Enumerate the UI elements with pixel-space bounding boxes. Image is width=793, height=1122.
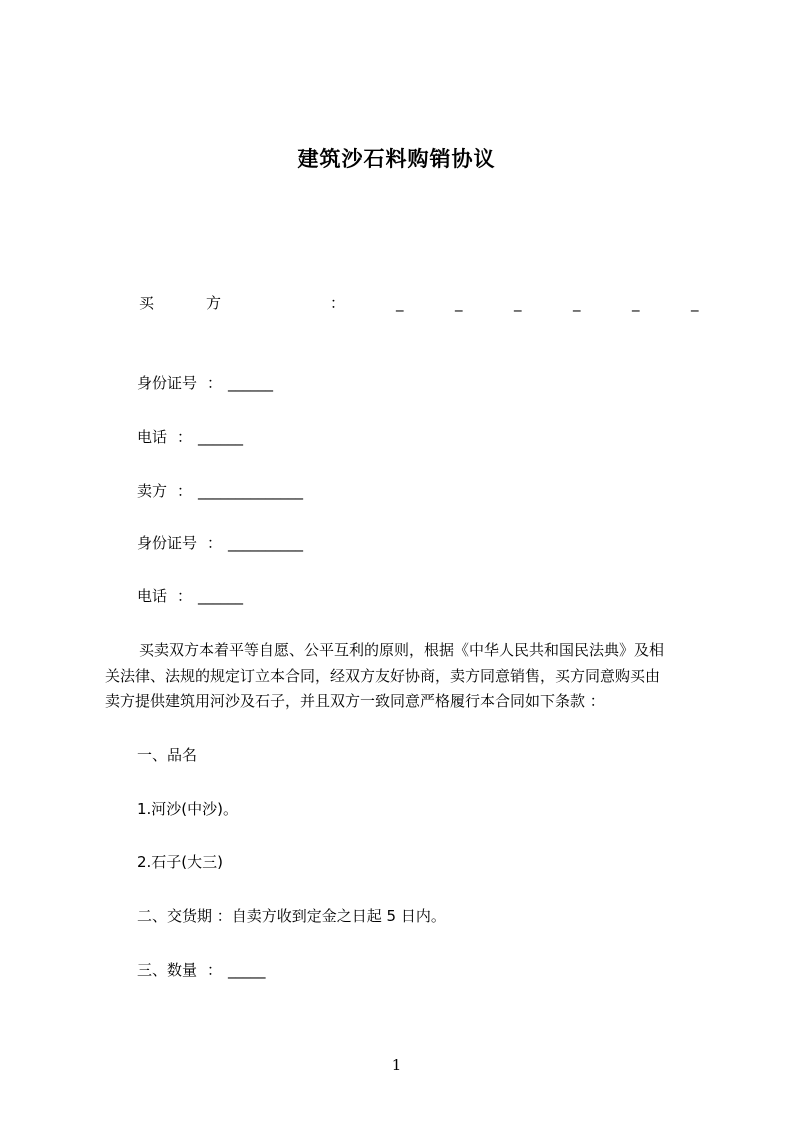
intro-line: 关法律、法规的规定订立本合同，经双方友好协商，卖方同意销售，买方同意购买由 xyxy=(105,666,661,685)
intro-line: 卖方提供建筑用河沙及石子，并且双方一致同意严格履行本合同如下条款 ： xyxy=(105,692,605,710)
buyer-placeholder-2: _ xyxy=(455,294,463,312)
seller-line xyxy=(137,480,303,501)
buyer-placeholder-4: _ xyxy=(573,294,581,312)
seller-phone-field[interactable]: ______ xyxy=(198,587,244,605)
seller-phone-colon: ： xyxy=(177,587,193,605)
seller-id-line xyxy=(137,532,303,553)
document-title: 建筑沙石料购销协议 xyxy=(297,147,496,171)
seller-phone-label: 电话 xyxy=(137,587,168,605)
seller-colon: ： xyxy=(177,482,193,500)
seller-field[interactable]: ______________ xyxy=(198,482,304,500)
seller-id-field[interactable]: __________ xyxy=(228,534,304,552)
buyer-colon: ： xyxy=(330,294,346,312)
buyer-placeholder-3: _ xyxy=(514,294,522,312)
section-3-label: 三、数量 xyxy=(137,961,198,979)
seller-id-label: 身份证号 xyxy=(137,534,198,552)
buyer-phone-line xyxy=(137,426,243,447)
buyer-phone-label: 电话 xyxy=(137,428,168,446)
seller-label: 卖方 xyxy=(137,482,168,500)
product-item-1: 1.河沙(中沙)。 xyxy=(137,800,239,818)
buyer-placeholder-6: _ xyxy=(691,294,699,312)
seller-id-colon: ： xyxy=(207,534,223,552)
page-number: 1 xyxy=(391,1056,402,1074)
buyer-phone-colon: ： xyxy=(177,428,193,446)
buyer-placeholder-5: _ xyxy=(632,294,640,312)
buyer-id-field[interactable]: ______ xyxy=(228,374,274,392)
buyer-id-label: 身份证号 xyxy=(137,374,198,392)
buyer-id-line xyxy=(137,372,273,393)
product-item-2: 2.石子(大三) xyxy=(137,853,224,871)
seller-phone-line xyxy=(137,585,243,606)
intro-paragraph xyxy=(105,638,705,715)
section-2-delivery: 二、交货期 ：自卖方收到定金之日起 5 日内。 xyxy=(137,907,446,925)
intro-line: 买卖双方本着平等自愿、公平互利的原则，根据《中华人民共和国民法典》及相 xyxy=(139,641,665,659)
section-1-heading: 一、品名 xyxy=(137,746,198,764)
buyer-label-char-1: 买 xyxy=(139,294,155,312)
buyer-label-char-2: 方 xyxy=(206,294,222,312)
section-3-quantity-line xyxy=(137,959,266,980)
buyer-phone-field[interactable]: ______ xyxy=(198,428,244,446)
section-3-colon: ： xyxy=(207,961,223,979)
buyer-placeholder-1: _ xyxy=(396,294,404,312)
buyer-id-colon: ： xyxy=(207,374,223,392)
quantity-field[interactable]: _____ xyxy=(228,961,266,979)
